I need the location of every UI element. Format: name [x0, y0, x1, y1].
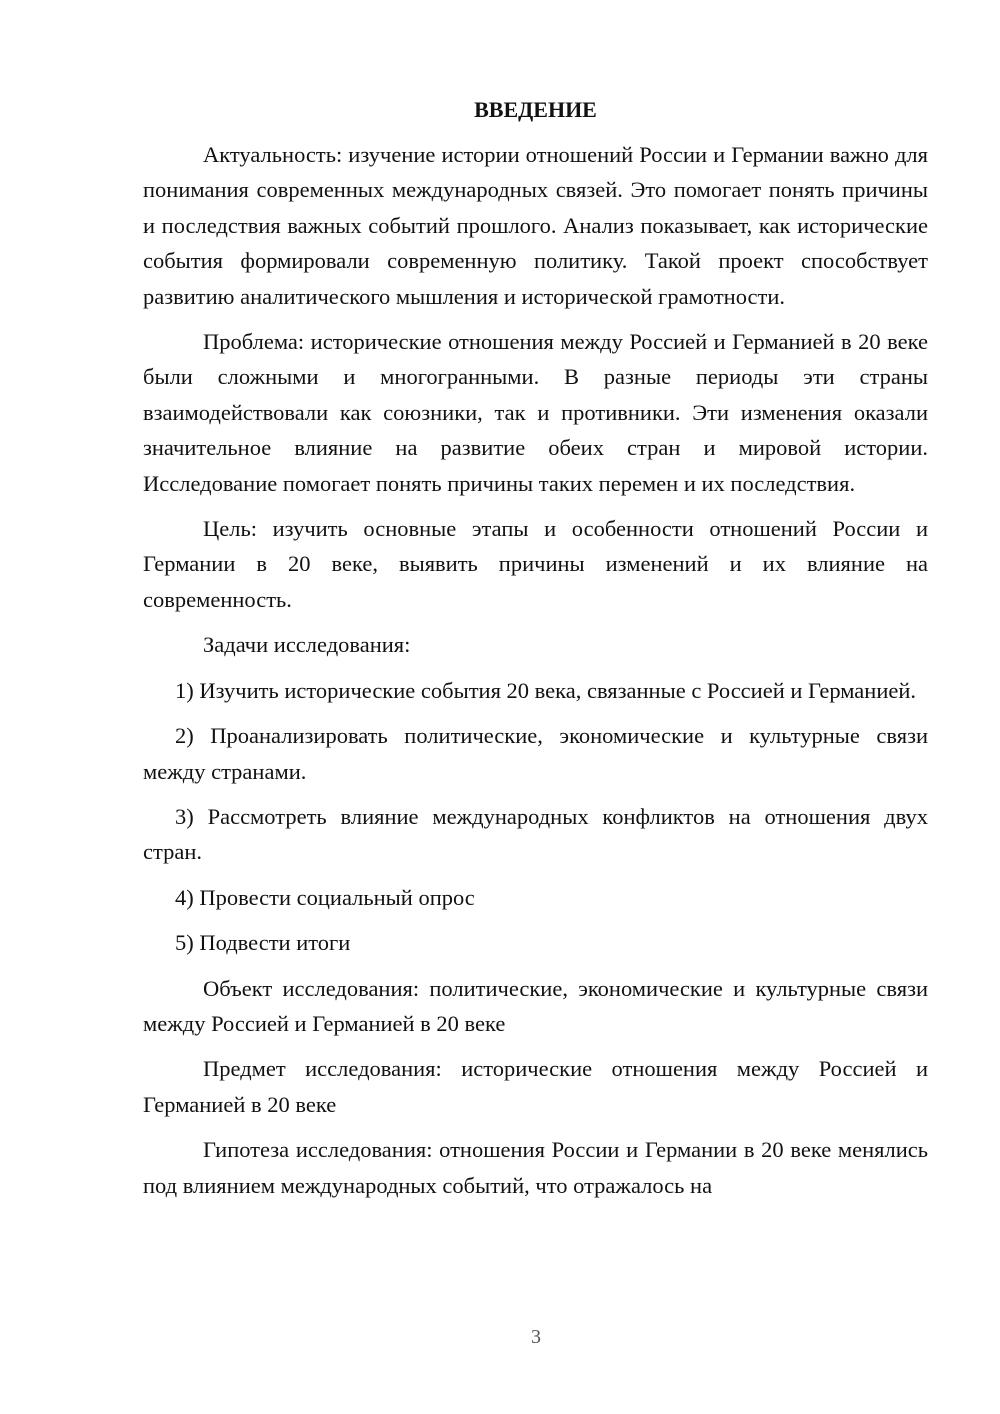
task-item: 4) Провести социальный опрос — [175, 884, 475, 910]
task-item: 1) Изучить исторические события 20 века, связанные с Россией и Германией. — [175, 677, 917, 703]
hypothesis-paragraph: Гипотеза исследования: отношения России и Германии в 20 веке менялись под влиянием международных событий, что отражалось на — [143, 1137, 928, 1198]
tasks-heading: Задачи исследования: — [203, 632, 411, 658]
object-paragraph: Объект исследования: политические, экономические и культурные связи между Россией и Германией в 20 веке — [143, 975, 928, 1036]
task-item: 5) Подвести итоги — [175, 930, 351, 956]
goal-paragraph: Цель: изучить основные этапы и особенности отношений России и Германии в 20 веке, выявить причины изменений и их влияние на современность. — [143, 516, 928, 612]
document-page — [143, 92, 928, 1213]
section-title: ВВЕДЕНИЕ — [474, 97, 597, 122]
page-number: 3 — [531, 1326, 541, 1348]
task-item: 3) Рассмотреть влияние международных конфликтов на отношения двух стран. — [143, 803, 928, 865]
problem-paragraph: Проблема: исторические отношения между Россией и Германией в 20 веке были сложными и многогранными. В разные периоды эти страны взаимодействовали как союзники, так и противники. Эти изменения оказали значительное влияние на развитие обеих стран и мировой истории. Исследование помогает понять причины таких перемен и их последствия. — [143, 329, 928, 496]
task-item: 2) Проанализировать политические, экономические и культурные связи между странами. — [143, 723, 928, 784]
relevance-paragraph: Актуальность: изучение истории отношений России и Германии важно для понимания современных международных связей. Это помогает понять причины и последствия важных событий прошлого. Анализ показывает, как исторические события формировали современную политику. Такой проект способствует развитию аналитического мышления и исторической грамотности. — [143, 142, 928, 309]
subject-paragraph: Предмет исследования: исторические отношения между Россией и Германией в 20 веке — [143, 1056, 928, 1117]
